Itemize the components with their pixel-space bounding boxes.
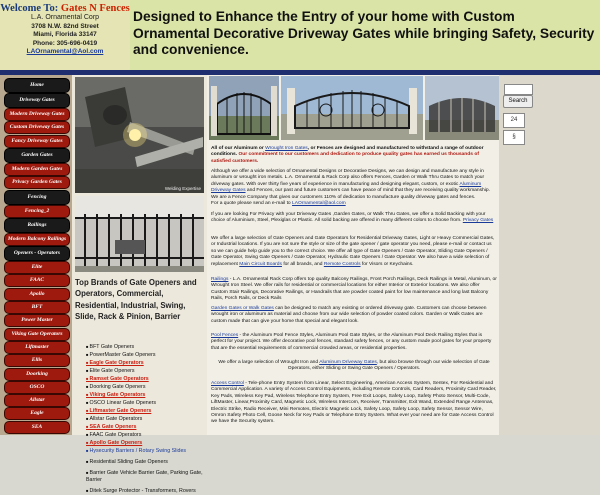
railings-link[interactable]: Railings (211, 277, 229, 282)
openers-text-3: for Visors or Keychains. (361, 261, 414, 267)
designs-text-2: and Fences, our past and future customers can have peace of mind that they are receiving quality workmanship. We are a Fence Company that gives our customers 110% of dedication to manufacture quality driveway gates and fences. (211, 188, 490, 200)
nav-item[interactable]: Fencing_2 (4, 205, 70, 218)
bookmark-badge[interactable]: § (503, 130, 525, 145)
pool-text: - the Aluminum Pool Fence Styles, Aluminum Pool Gate Styles, or the Aluminum Pool Deck Railing Styles that is perfect for your project. We offer decorative pool fences, standard safety fences, or any custom made pool gates for your property that are the essential requirements of commercial crowded areas, or residential properties. (211, 333, 492, 351)
welcome-brand: Gates N Fences (60, 3, 130, 14)
nav-item[interactable]: Fencing (4, 190, 70, 205)
list-item[interactable]: ■ Viking Gate Operators (86, 391, 207, 399)
company-name: L.A. Ornamental Corp (30, 14, 100, 21)
address-line-2: Miami, Florida 33147 (33, 31, 97, 39)
nav-item[interactable]: Railings (4, 218, 70, 233)
intro-text: All of our Aluminum or (211, 146, 264, 151)
access-control-link[interactable]: Access Control (211, 381, 244, 386)
nav-item[interactable]: SEA (4, 421, 70, 434)
nav-item[interactable]: Viking Gate Operators (4, 328, 70, 341)
garden-gates-link[interactable]: Garden Gates or Walk Gates (211, 306, 274, 311)
nav-item[interactable]: Openers - Operators (4, 246, 70, 261)
access-paragraph (211, 381, 497, 426)
contact-block (0, 0, 130, 70)
header (0, 0, 600, 70)
nav-item[interactable]: Driveway Gates (4, 93, 70, 108)
gate-photo-1[interactable] (209, 76, 279, 140)
list-item[interactable]: ■ Eagle Gate Operators (86, 359, 207, 367)
nav-item[interactable]: Power Master (4, 314, 70, 327)
list-item[interactable]: ■ Hysecurity Barriers / Rotary Swing Slides (86, 447, 207, 455)
commitment-text: Our commitment to our customers and dedication to produce quality gates has earned us thousands of satisfied customers. (211, 152, 479, 164)
nav-item[interactable]: Elite (4, 261, 70, 274)
gate-photo-3[interactable] (425, 76, 499, 140)
pool-fences-link[interactable]: Pool Fences (211, 333, 239, 338)
phone-number: Phone: 305-696-0419 (32, 39, 98, 47)
circuit-boards-link[interactable]: Main Circuit Boards (239, 261, 282, 267)
list-item[interactable]: ■ Liftmaster Gate Openers (86, 407, 207, 415)
railings-text: - L.A. Ornamental Rack Corp offers top quality Balcony Railings, Front Porch Railings, Deck Railings in Metal, Aluminum, or Wrought Iron Steel. We offer rails for residential or commercial locations for either Interior or Exterior locations. We also offer Custom Stair Railings, Decorative Railings, or Handrails that are powder coated paint for low maintenance and long last Balcony Rails, Porch Rails, or Deck Rails (211, 277, 497, 302)
privacy-gates-link[interactable]: Privacy Gates (462, 218, 494, 224)
email-link[interactable]: LAOrnamental@Aol.com (26, 48, 104, 56)
list-item[interactable]: ■ PowerMaster Gate Openers (86, 351, 207, 359)
wrought-iron-gates-link[interactable]: Wrought Iron Gates (265, 146, 308, 151)
list-item[interactable]: ■ BFT Gate Openers (86, 343, 207, 351)
welding-photo-graphic (75, 77, 204, 193)
welding-photo (75, 77, 204, 193)
brands-heading: Top Brands of Gate Openers and Operators, Commercial, Residential, Industrial, Swing, Slide, Rack & Pinion, Barrier (75, 278, 197, 321)
nav-item[interactable]: Privacy Garden Gates (4, 176, 70, 189)
nav-item[interactable]: Garden Gates (4, 148, 70, 163)
list-item[interactable]: ■ Apollo Gate Openers (86, 439, 207, 447)
list-item[interactable]: ■ Residential Sliding Gate Openers (86, 458, 207, 466)
list-item[interactable]: ■ Ramset Gate Operators (86, 375, 207, 383)
garden-text: can be designed to match any existing or ordered driveway gate. Customers can choose between wrought iron or aluminum as material and choose from our wide selection of powder coated colors. Garden or Walk Gates are custom made that can give your home that special and elegant look. (211, 306, 487, 324)
nav-item[interactable]: Apollo (4, 288, 70, 301)
openers-text: We offer a large selection of Gate Openers and Gate Operators for Residential Driveway Gates, Light or Heavy Commercial Gates, or Industrial locations. If you are not sure the style or size of the gate opener / gate operator you need, please e-mail or contact us so we can guide help guide you to the correct choice. We offer all type of Gate Openers / Gate Operator, Sliding Gate Openers / Gate Operator, Swing Gate Openers / Gate Operator, Hydraulic Gate Openers / Gate Operator. We also have a wide selection of replacement (211, 236, 495, 267)
welcome-title (0, 3, 130, 14)
list-item[interactable]: ■ Ditek Surge Protector - Transformers, Rovers (86, 487, 207, 495)
list-item[interactable]: ■ Allstar Gate Operators (86, 415, 207, 423)
garden-paragraph (211, 306, 497, 325)
aluminum-driveway-gates-link-2[interactable]: Aluminum Driveway Gates (319, 360, 377, 365)
gate-photo-2[interactable] (281, 76, 423, 140)
counter-badge[interactable]: 24 (503, 113, 525, 128)
nav-item[interactable]: Liftmaster (4, 341, 70, 354)
right-sidebar (499, 75, 600, 435)
nav-item[interactable]: OSCO (4, 381, 70, 394)
nav-item[interactable]: Modern Garden Gates (4, 163, 70, 176)
gate-opener-photo (75, 196, 204, 272)
nav-item[interactable]: Home (4, 78, 70, 93)
nav-item[interactable]: FAAC (4, 274, 70, 287)
designs-paragraph (211, 169, 497, 207)
designs-text: Although we offer a wide selection of Ornamental Designs or Decorative Designs, we can design and manufacture any style in aluminum or wrought iron metals. L.A. Ornamental & Rack Corp also offers Fences, Garden or Walk Thru Gates to match your driveway gates. With over thirty five years of experience in manufacturing and designing elegant, custom, or exotic (211, 169, 485, 187)
quote-text: For a quote please send an e-mail to (211, 201, 291, 207)
middle-column (72, 75, 207, 494)
search-input[interactable] (504, 84, 533, 95)
list-item[interactable]: ■ OSCO Linear Gate Openers (86, 399, 207, 407)
openers-text-2: for all brands, and (283, 261, 323, 267)
nav-item[interactable]: Modern Driveway Gates (4, 108, 70, 121)
selection-paragraph (211, 360, 497, 373)
welcome-prefix: Welcome To: (0, 3, 59, 14)
list-item[interactable]: ■ Barrier Gate Vehicle Barrier Gate, Parking Gate, Barrier (86, 469, 207, 484)
remote-controls-link[interactable]: Remote Controls (323, 261, 361, 267)
list-item[interactable]: ■ SEA Gate Openers (86, 423, 207, 431)
address-line-1: 3708 N.W. 82nd Street (31, 22, 99, 30)
gate-opener-graphic (75, 196, 204, 272)
nav-item[interactable]: Modern Balcony Railings (4, 233, 70, 246)
railings-paragraph (211, 277, 497, 303)
list-item[interactable]: ■ Elite Gate Openers (86, 367, 207, 375)
access-text: - Tele-phone Entry System from Linear, Select Engineering, American Access System, Sentex, For Residential and Commercial Application. A variety of Access Control Equipments, including Remote Controls, Card Readers, Proximity Card Reader, Key Pads, Wireless Key Pad, Wireless Telephone Entry System, Free Exit Loops, Safety Loop, Safety Photo Sensor, Multi-Code, LiftMaster, Linear,Proximity Card, Magnetic Lock, Wireless Intercom, Receiver, Transmitter, Exit Wand, Extended Range Antennas, Electric Strike, Radio Receiver, Mini Remotes, Electric Magnetic Lock, Safety Loop, Safety Loop, Safety Sensor, Sensor Wire, Omron Safety Photo Cell, Goose Neck for Key Pads or Telephone Entry System. What ever your need are for Gate Access Control we have the Security system. (211, 381, 497, 425)
aluminum-driveway-gates-link[interactable]: Aluminum Driveway Gates (211, 181, 482, 194)
search-button[interactable]: Search (503, 95, 533, 108)
nav-item[interactable]: Allstar (4, 394, 70, 407)
nav-item[interactable]: Eagle (4, 407, 70, 420)
privacy-paragraph (211, 212, 497, 225)
nav-item[interactable]: Custom Driveway Gates (4, 121, 70, 134)
privacy-text: If you are looking For Privacy with your Driveway Gates ,Garden Gates, or Walk Thru Gates, we offer a Solid Backing with your choice of Aluminium, Steel, Plexiglas or Plastic. All solid backing are offered in many different colors to choose from. (211, 212, 486, 224)
gate-photo-strip (209, 76, 499, 140)
selection-text: We offer a large selection of Wrought Iron and (218, 360, 319, 365)
pool-paragraph (211, 333, 497, 352)
opener-list (86, 343, 207, 495)
nav-item[interactable]: BFT (4, 301, 70, 314)
headline: Designed to Enhance the Entry of your home with Custom Ornamental Decorative Driveway Gates while bringing Safety, Security and convenience. (133, 9, 595, 57)
intro-paragraph (211, 146, 497, 165)
sidebar-nav (0, 75, 72, 435)
openers-paragraph (211, 236, 497, 268)
gate-photo-3-graphic (425, 76, 499, 140)
quote-email-link[interactable]: LAOrnamental@aol.com (292, 201, 346, 207)
gate-photo-1-graphic (209, 76, 279, 140)
list-item[interactable]: ■ Doorking Gate Openers (86, 383, 207, 391)
nav-item[interactable]: Fancy Driveway Gates (4, 135, 70, 148)
gate-photo-2-graphic (281, 76, 423, 140)
nav-item[interactable]: Ellis (4, 354, 70, 367)
nav-item[interactable]: Doorking (4, 368, 70, 381)
intro-text-2: , or Fences are designed and manufactured to withstand a range of outdoor conditions. (211, 146, 484, 158)
welding-caption: Welding Expertise (164, 186, 201, 191)
selection-text-2: , but also browse through our wide selection of Gate Operators, either Sliding or Swing Gate Openers / Operators. (287, 360, 490, 372)
main-content (207, 75, 499, 435)
list-item[interactable]: ■ FAAC Gate Operators (86, 431, 207, 439)
